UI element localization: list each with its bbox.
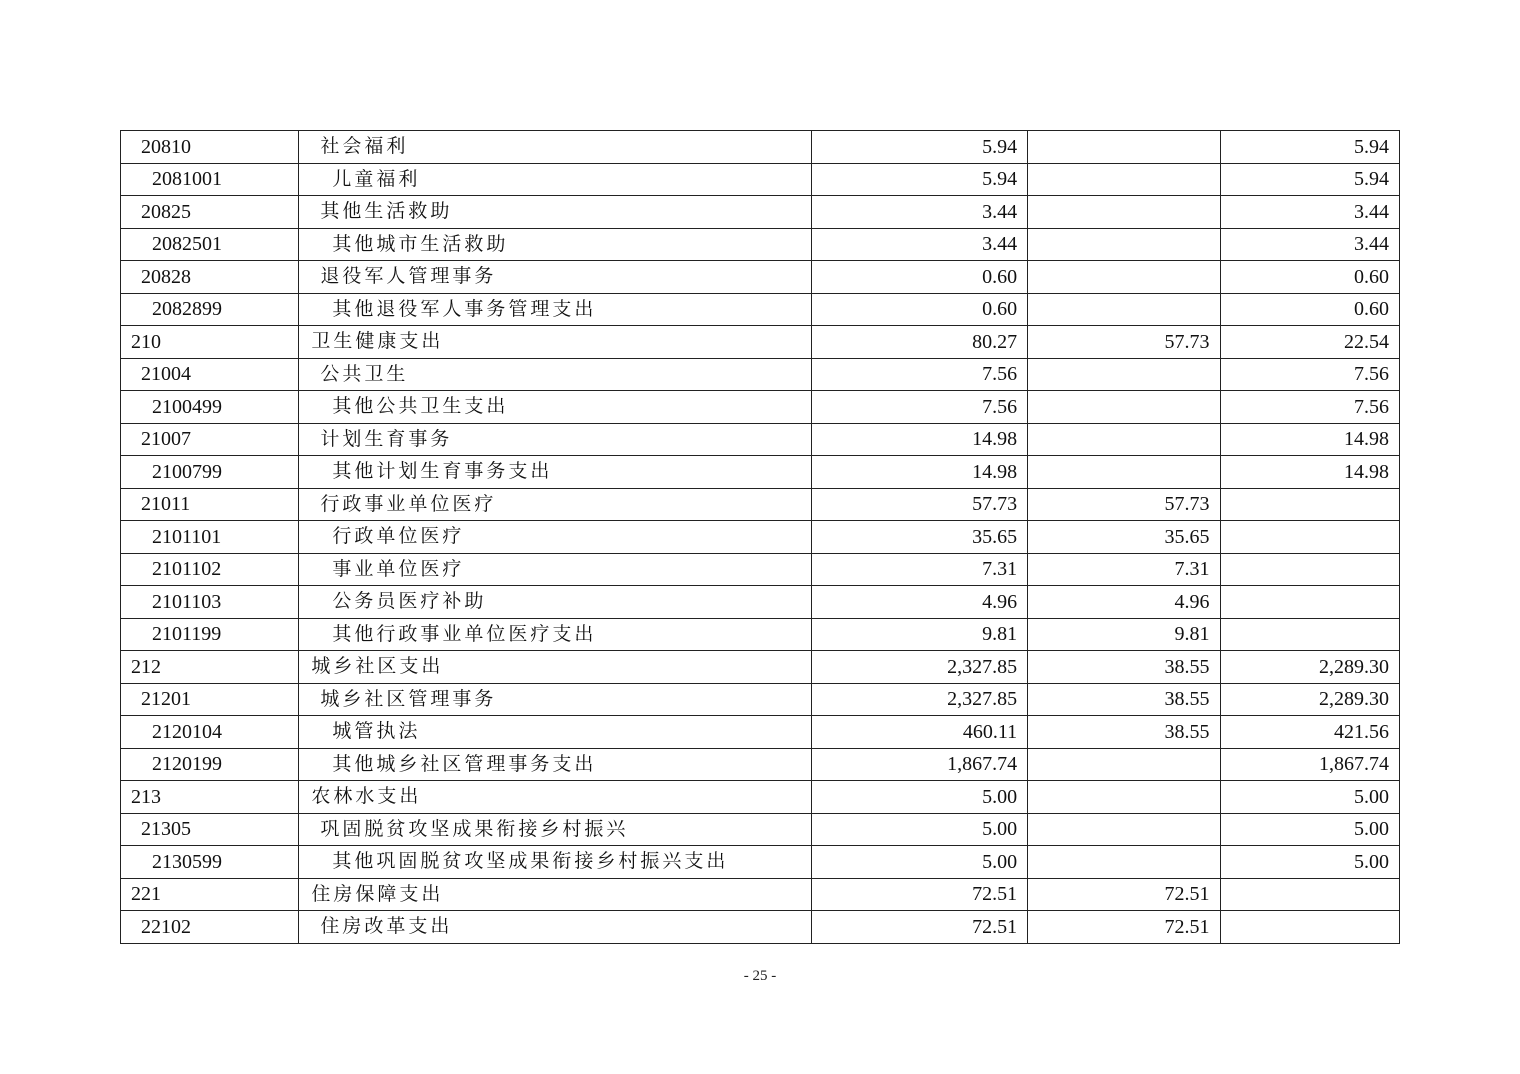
subject-code-cell: 20825: [121, 196, 299, 229]
table-row: [121, 488, 1400, 521]
subject-name-cell: 其他巩固脱贫攻坚成果衔接乡村振兴支出: [299, 846, 811, 879]
total-amount-cell: 7.56: [811, 391, 1028, 424]
project-expenditure-cell: 5.00: [1220, 781, 1399, 814]
table-row: [121, 326, 1400, 359]
total-amount-cell: 80.27: [811, 326, 1028, 359]
total-amount-cell: 72.51: [811, 878, 1028, 911]
table-row: [121, 358, 1400, 391]
basic-expenditure-cell: 72.51: [1028, 878, 1220, 911]
basic-expenditure-cell: 35.65: [1028, 521, 1220, 554]
total-amount-cell: 14.98: [811, 423, 1028, 456]
subject-name-cell: 退役军人管理事务: [299, 261, 811, 294]
subject-code-cell: 20810: [121, 131, 299, 164]
project-expenditure-cell: 14.98: [1220, 423, 1399, 456]
total-amount-cell: 0.60: [811, 293, 1028, 326]
total-amount-cell: 5.00: [811, 846, 1028, 879]
project-expenditure-cell: 7.56: [1220, 391, 1399, 424]
total-amount-cell: 3.44: [811, 196, 1028, 229]
project-expenditure-cell: 5.00: [1220, 846, 1399, 879]
total-amount-cell: 35.65: [811, 521, 1028, 554]
table-row: [121, 748, 1400, 781]
project-expenditure-cell: 3.44: [1220, 228, 1399, 261]
table-row: [121, 911, 1400, 944]
basic-expenditure-cell: 4.96: [1028, 586, 1220, 619]
basic-expenditure-cell: [1028, 293, 1220, 326]
total-amount-cell: 2,327.85: [811, 683, 1028, 716]
total-amount-cell: 5.00: [811, 781, 1028, 814]
total-amount-cell: 72.51: [811, 911, 1028, 944]
basic-expenditure-cell: 57.73: [1028, 326, 1220, 359]
basic-expenditure-cell: [1028, 358, 1220, 391]
subject-code-cell: 210: [121, 326, 299, 359]
table-row: [121, 781, 1400, 814]
subject-name-cell: 住房改革支出: [299, 911, 811, 944]
table-row: [121, 391, 1400, 424]
subject-code-cell: 22102: [121, 911, 299, 944]
subject-name-cell: 社会福利: [299, 131, 811, 164]
subject-code-cell: 20828: [121, 261, 299, 294]
project-expenditure-cell: [1220, 911, 1399, 944]
table-row: [121, 683, 1400, 716]
subject-code-cell: 2101101: [121, 521, 299, 554]
basic-expenditure-cell: 72.51: [1028, 911, 1220, 944]
table-row: [121, 196, 1400, 229]
total-amount-cell: 3.44: [811, 228, 1028, 261]
basic-expenditure-cell: [1028, 228, 1220, 261]
subject-name-cell: 其他计划生育事务支出: [299, 456, 811, 489]
subject-name-cell: 事业单位医疗: [299, 553, 811, 586]
table-row: [121, 261, 1400, 294]
total-amount-cell: 14.98: [811, 456, 1028, 489]
table-row: [121, 813, 1400, 846]
total-amount-cell: 9.81: [811, 618, 1028, 651]
subject-name-cell: 计划生育事务: [299, 423, 811, 456]
subject-name-cell: 行政事业单位医疗: [299, 488, 811, 521]
basic-expenditure-cell: [1028, 131, 1220, 164]
project-expenditure-cell: 0.60: [1220, 261, 1399, 294]
total-amount-cell: 2,327.85: [811, 651, 1028, 684]
subject-code-cell: 2101103: [121, 586, 299, 619]
table-row: [121, 846, 1400, 879]
subject-name-cell: 城管执法: [299, 716, 811, 749]
project-expenditure-cell: 5.00: [1220, 813, 1399, 846]
subject-code-cell: 2100799: [121, 456, 299, 489]
project-expenditure-cell: 7.56: [1220, 358, 1399, 391]
subject-name-cell: 其他城乡社区管理事务支出: [299, 748, 811, 781]
subject-code-cell: 21201: [121, 683, 299, 716]
table-row: [121, 163, 1400, 196]
subject-name-cell: 巩固脱贫攻坚成果衔接乡村振兴: [299, 813, 811, 846]
subject-name-cell: 城乡社区管理事务: [299, 683, 811, 716]
subject-name-cell: 其他生活救助: [299, 196, 811, 229]
project-expenditure-cell: [1220, 521, 1399, 554]
basic-expenditure-cell: [1028, 781, 1220, 814]
total-amount-cell: 7.56: [811, 358, 1028, 391]
subject-code-cell: 2082899: [121, 293, 299, 326]
project-expenditure-cell: [1220, 878, 1399, 911]
project-expenditure-cell: 421.56: [1220, 716, 1399, 749]
subject-name-cell: 行政单位医疗: [299, 521, 811, 554]
total-amount-cell: 1,867.74: [811, 748, 1028, 781]
subject-code-cell: 212: [121, 651, 299, 684]
subject-code-cell: 21011: [121, 488, 299, 521]
table-row: [121, 618, 1400, 651]
project-expenditure-cell: 14.98: [1220, 456, 1399, 489]
project-expenditure-cell: [1220, 488, 1399, 521]
page-number: - 25 -: [743, 968, 777, 984]
basic-expenditure-cell: 38.55: [1028, 651, 1220, 684]
total-amount-cell: 5.94: [811, 163, 1028, 196]
total-amount-cell: 460.11: [811, 716, 1028, 749]
basic-expenditure-cell: [1028, 261, 1220, 294]
project-expenditure-cell: 22.54: [1220, 326, 1399, 359]
table-body: [121, 131, 1400, 944]
basic-expenditure-cell: 7.31: [1028, 553, 1220, 586]
project-expenditure-cell: [1220, 618, 1399, 651]
subject-code-cell: 2120104: [121, 716, 299, 749]
total-amount-cell: 4.96: [811, 586, 1028, 619]
project-expenditure-cell: 5.94: [1220, 163, 1399, 196]
subject-name-cell: 公务员医疗补助: [299, 586, 811, 619]
subject-name-cell: 卫生健康支出: [299, 326, 811, 359]
subject-code-cell: 21004: [121, 358, 299, 391]
total-amount-cell: 5.00: [811, 813, 1028, 846]
project-expenditure-cell: 0.60: [1220, 293, 1399, 326]
subject-code-cell: 2100499: [121, 391, 299, 424]
subject-code-cell: 2082501: [121, 228, 299, 261]
subject-code-cell: 2130599: [121, 846, 299, 879]
table-row: [121, 553, 1400, 586]
table-row: [121, 716, 1400, 749]
subject-code-cell: 2120199: [121, 748, 299, 781]
table-row: [121, 586, 1400, 619]
project-expenditure-cell: 2,289.30: [1220, 651, 1399, 684]
subject-code-cell: 221: [121, 878, 299, 911]
table-row: [121, 878, 1400, 911]
basic-expenditure-cell: [1028, 423, 1220, 456]
subject-code-cell: 21305: [121, 813, 299, 846]
total-amount-cell: 57.73: [811, 488, 1028, 521]
project-expenditure-cell: 5.94: [1220, 131, 1399, 164]
project-expenditure-cell: 3.44: [1220, 196, 1399, 229]
subject-code-cell: 2101102: [121, 553, 299, 586]
basic-expenditure-cell: [1028, 391, 1220, 424]
table-row: [121, 651, 1400, 684]
subject-name-cell: 其他行政事业单位医疗支出: [299, 618, 811, 651]
total-amount-cell: 5.94: [811, 131, 1028, 164]
basic-expenditure-cell: 38.55: [1028, 683, 1220, 716]
basic-expenditure-cell: [1028, 196, 1220, 229]
table-row: [121, 228, 1400, 261]
basic-expenditure-cell: 57.73: [1028, 488, 1220, 521]
subject-name-cell: 城乡社区支出: [299, 651, 811, 684]
table-row: [121, 131, 1400, 164]
subject-name-cell: 其他公共卫生支出: [299, 391, 811, 424]
basic-expenditure-cell: [1028, 813, 1220, 846]
project-expenditure-cell: [1220, 586, 1399, 619]
subject-name-cell: 其他城市生活救助: [299, 228, 811, 261]
project-expenditure-cell: 2,289.30: [1220, 683, 1399, 716]
subject-name-cell: 儿童福利: [299, 163, 811, 196]
basic-expenditure-cell: [1028, 456, 1220, 489]
basic-expenditure-cell: [1028, 846, 1220, 879]
table-row: [121, 423, 1400, 456]
subject-code-cell: 21007: [121, 423, 299, 456]
table-row: [121, 521, 1400, 554]
basic-expenditure-cell: [1028, 748, 1220, 781]
total-amount-cell: 0.60: [811, 261, 1028, 294]
basic-expenditure-cell: 9.81: [1028, 618, 1220, 651]
budget-expenditure-table: [120, 130, 1400, 944]
project-expenditure-cell: 1,867.74: [1220, 748, 1399, 781]
table-row: [121, 456, 1400, 489]
subject-name-cell: 公共卫生: [299, 358, 811, 391]
subject-code-cell: 213: [121, 781, 299, 814]
subject-code-cell: 2081001: [121, 163, 299, 196]
project-expenditure-cell: [1220, 553, 1399, 586]
table-row: [121, 293, 1400, 326]
subject-name-cell: 其他退役军人事务管理支出: [299, 293, 811, 326]
basic-expenditure-cell: [1028, 163, 1220, 196]
subject-name-cell: 农林水支出: [299, 781, 811, 814]
subject-name-cell: 住房保障支出: [299, 878, 811, 911]
basic-expenditure-cell: 38.55: [1028, 716, 1220, 749]
total-amount-cell: 7.31: [811, 553, 1028, 586]
subject-code-cell: 2101199: [121, 618, 299, 651]
